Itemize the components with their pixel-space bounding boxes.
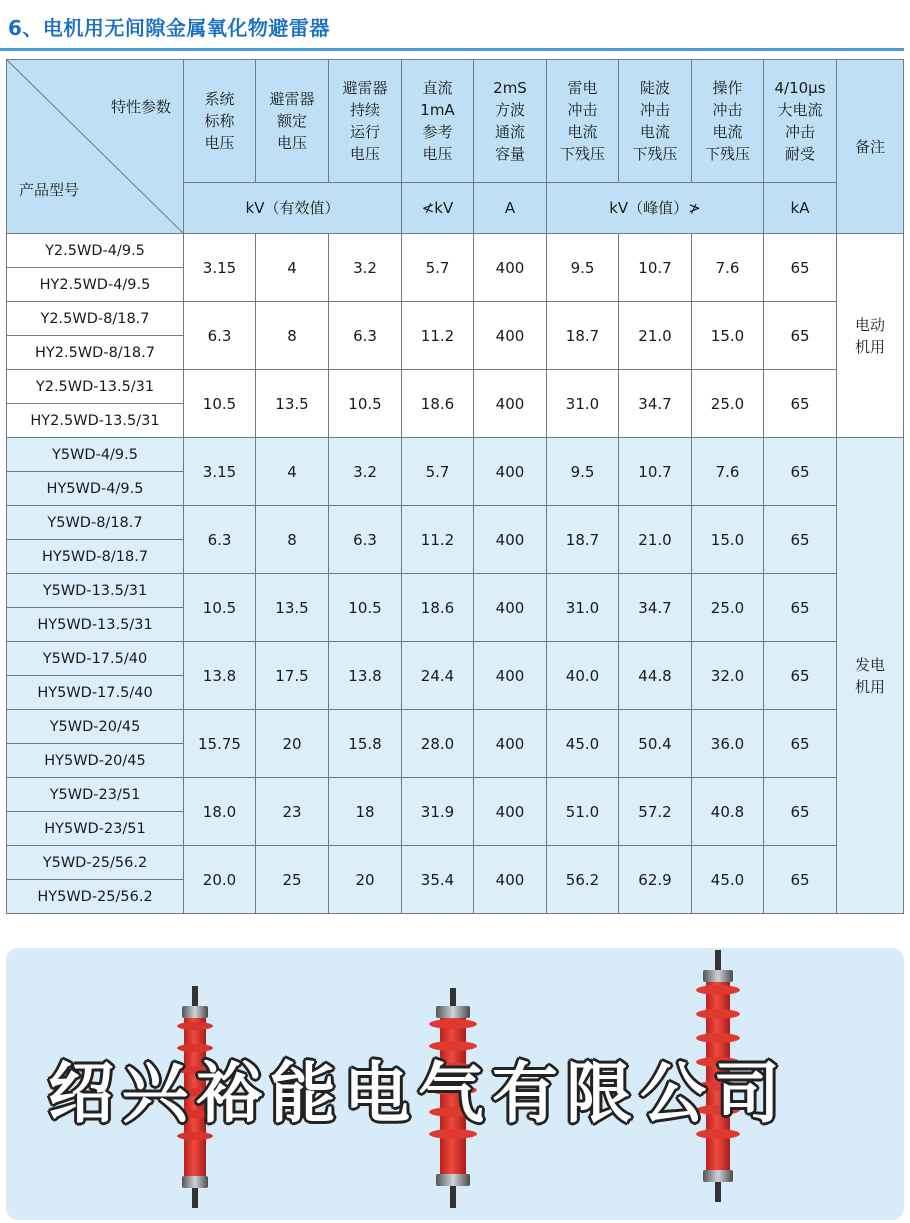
unit-ka: kA — [764, 183, 837, 234]
value-cell: 10.5 — [184, 370, 256, 438]
page-title: 6、电机用无间隙金属氧化物避雷器 — [8, 16, 330, 40]
unit-rms: kV（有效值） — [184, 183, 402, 234]
value-cell: 40.0 — [547, 642, 619, 710]
product-banner — [6, 948, 904, 1220]
value-cell: 5.7 — [402, 234, 474, 302]
value-cell: 51.0 — [547, 778, 619, 846]
value-cell: 21.0 — [619, 302, 692, 370]
model-cell: Y2.5WD-13.5/31 — [7, 370, 184, 404]
col-header-rated-voltage: 避雷器 额定 电压 — [256, 60, 329, 183]
model-cell: HY2.5WD-4/9.5 — [7, 268, 184, 302]
value-cell: 13.8 — [329, 642, 402, 710]
value-cell: 18.6 — [402, 574, 474, 642]
value-cell: 10.7 — [619, 234, 692, 302]
value-cell: 45.0 — [547, 710, 619, 778]
value-cell: 17.5 — [256, 642, 329, 710]
param-label: 特性参数 — [110, 98, 171, 116]
value-cell: 3.15 — [184, 438, 256, 506]
value-cell: 10.5 — [329, 574, 402, 642]
value-cell: 23 — [256, 778, 329, 846]
model-cell: Y2.5WD-8/18.7 — [7, 302, 184, 336]
model-cell: Y5WD-8/18.7 — [7, 506, 184, 540]
value-cell: 40.8 — [692, 778, 764, 846]
value-cell: 21.0 — [619, 506, 692, 574]
model-cell: HY2.5WD-13.5/31 — [7, 404, 184, 438]
value-cell: 400 — [474, 302, 547, 370]
model-cell: Y2.5WD-4/9.5 — [7, 234, 184, 268]
table-row — [7, 778, 904, 812]
col-header-switching-residual: 操作 冲击 电流 下残压 — [692, 60, 764, 183]
value-cell: 6.3 — [329, 506, 402, 574]
model-label: 产品型号 — [19, 181, 80, 199]
value-cell: 65 — [764, 438, 837, 506]
value-cell: 65 — [764, 370, 837, 438]
value-cell: 15.0 — [692, 302, 764, 370]
value-cell: 9.5 — [547, 234, 619, 302]
value-cell: 6.3 — [184, 302, 256, 370]
value-cell: 34.7 — [619, 370, 692, 438]
model-cell: Y5WD-23/51 — [7, 778, 184, 812]
col-header-note: 备注 — [837, 60, 904, 234]
value-cell: 56.2 — [547, 846, 619, 914]
value-cell: 400 — [474, 574, 547, 642]
value-cell: 13.8 — [184, 642, 256, 710]
value-cell: 11.2 — [402, 506, 474, 574]
model-cell: Y5WD-17.5/40 — [7, 642, 184, 676]
value-cell: 15.75 — [184, 710, 256, 778]
value-cell: 25.0 — [692, 370, 764, 438]
value-cell: 44.8 — [619, 642, 692, 710]
unit-peak: kV（峰值）≯ — [547, 183, 764, 234]
value-cell: 65 — [764, 234, 837, 302]
value-cell: 6.3 — [329, 302, 402, 370]
value-cell: 400 — [474, 234, 547, 302]
table-row — [7, 574, 904, 608]
value-cell: 3.2 — [329, 438, 402, 506]
col-header-continuous-voltage: 避雷器 持续 运行 电压 — [329, 60, 402, 183]
value-cell: 65 — [764, 574, 837, 642]
value-cell: 9.5 — [547, 438, 619, 506]
value-cell: 18.7 — [547, 506, 619, 574]
table-header — [7, 60, 904, 234]
value-cell: 20.0 — [184, 846, 256, 914]
value-cell: 10.7 — [619, 438, 692, 506]
value-cell: 35.4 — [402, 846, 474, 914]
value-cell: 62.9 — [619, 846, 692, 914]
value-cell: 50.4 — [619, 710, 692, 778]
value-cell: 65 — [764, 846, 837, 914]
value-cell: 65 — [764, 506, 837, 574]
model-cell: HY5WD-4/9.5 — [7, 472, 184, 506]
model-cell: Y5WD-25/56.2 — [7, 846, 184, 880]
value-cell: 400 — [474, 846, 547, 914]
table-row — [7, 642, 904, 676]
value-cell: 400 — [474, 438, 547, 506]
value-cell: 18.7 — [547, 302, 619, 370]
spec-table — [6, 59, 904, 914]
model-cell: HY5WD-23/51 — [7, 812, 184, 846]
model-cell: Y5WD-20/45 — [7, 710, 184, 744]
generator-group — [7, 438, 904, 914]
value-cell: 11.2 — [402, 302, 474, 370]
model-cell: HY5WD-13.5/31 — [7, 608, 184, 642]
col-header-lightning-residual: 雷电 冲击 电流 下残压 — [547, 60, 619, 183]
value-cell: 18.6 — [402, 370, 474, 438]
value-cell: 15.0 — [692, 506, 764, 574]
unit-dc: ≮kV — [402, 183, 474, 234]
value-cell: 3.15 — [184, 234, 256, 302]
motor-group — [7, 234, 904, 438]
value-cell: 20 — [329, 846, 402, 914]
value-cell: 57.2 — [619, 778, 692, 846]
value-cell: 10.5 — [329, 370, 402, 438]
value-cell: 31.0 — [547, 574, 619, 642]
note-cell: 发电 机用 — [837, 438, 904, 914]
value-cell: 400 — [474, 370, 547, 438]
value-cell: 24.4 — [402, 642, 474, 710]
value-cell: 65 — [764, 778, 837, 846]
model-cell: HY5WD-17.5/40 — [7, 676, 184, 710]
value-cell: 5.7 — [402, 438, 474, 506]
company-watermark: 绍兴裕能电气有限公司 — [48, 1055, 788, 1132]
value-cell: 4 — [256, 438, 329, 506]
value-cell: 20 — [256, 710, 329, 778]
value-cell: 25 — [256, 846, 329, 914]
model-cell: HY5WD-25/56.2 — [7, 880, 184, 914]
value-cell: 13.5 — [256, 574, 329, 642]
value-cell: 18.0 — [184, 778, 256, 846]
value-cell: 25.0 — [692, 574, 764, 642]
value-cell: 34.7 — [619, 574, 692, 642]
value-cell: 31.0 — [547, 370, 619, 438]
col-header-high-current-withstand: 4/10μs 大电流 冲击 耐受 — [764, 60, 837, 183]
unit-amp: A — [474, 183, 547, 234]
table-row — [7, 438, 904, 472]
value-cell: 8 — [256, 302, 329, 370]
value-cell: 65 — [764, 710, 837, 778]
note-cell: 电动 机用 — [837, 234, 904, 438]
value-cell: 400 — [474, 778, 547, 846]
value-cell: 28.0 — [402, 710, 474, 778]
value-cell: 45.0 — [692, 846, 764, 914]
value-cell: 13.5 — [256, 370, 329, 438]
model-cell: Y5WD-13.5/31 — [7, 574, 184, 608]
value-cell: 400 — [474, 710, 547, 778]
value-cell: 32.0 — [692, 642, 764, 710]
model-cell: HY5WD-20/45 — [7, 744, 184, 778]
value-cell: 15.8 — [329, 710, 402, 778]
model-cell: Y5WD-4/9.5 — [7, 438, 184, 472]
value-cell: 65 — [764, 302, 837, 370]
value-cell: 6.3 — [184, 506, 256, 574]
value-cell: 3.2 — [329, 234, 402, 302]
table-row — [7, 234, 904, 268]
table-row — [7, 370, 904, 404]
table-row — [7, 846, 904, 880]
value-cell: 400 — [474, 642, 547, 710]
value-cell: 7.6 — [692, 438, 764, 506]
value-cell: 65 — [764, 642, 837, 710]
col-header-steep-residual: 陡波 冲击 电流 下残压 — [619, 60, 692, 183]
col-header-nominal-voltage: 系统 标称 电压 — [184, 60, 256, 183]
diagonal-divider — [7, 60, 183, 233]
col-header-dc-reference-voltage: 直流 1mA 参考 电压 — [402, 60, 474, 183]
table-row — [7, 302, 904, 336]
col-header-square-wave-capacity: 2mS 方波 通流 容量 — [474, 60, 547, 183]
value-cell: 31.9 — [402, 778, 474, 846]
title-divider — [0, 48, 904, 51]
value-cell: 4 — [256, 234, 329, 302]
value-cell: 36.0 — [692, 710, 764, 778]
value-cell: 18 — [329, 778, 402, 846]
model-cell: HY2.5WD-8/18.7 — [7, 336, 184, 370]
value-cell: 8 — [256, 506, 329, 574]
diagonal-header-cell — [7, 60, 184, 234]
table-row — [7, 710, 904, 744]
table-row — [7, 506, 904, 540]
value-cell: 7.6 — [692, 234, 764, 302]
model-cell: HY5WD-8/18.7 — [7, 540, 184, 574]
value-cell: 10.5 — [184, 574, 256, 642]
value-cell: 400 — [474, 506, 547, 574]
